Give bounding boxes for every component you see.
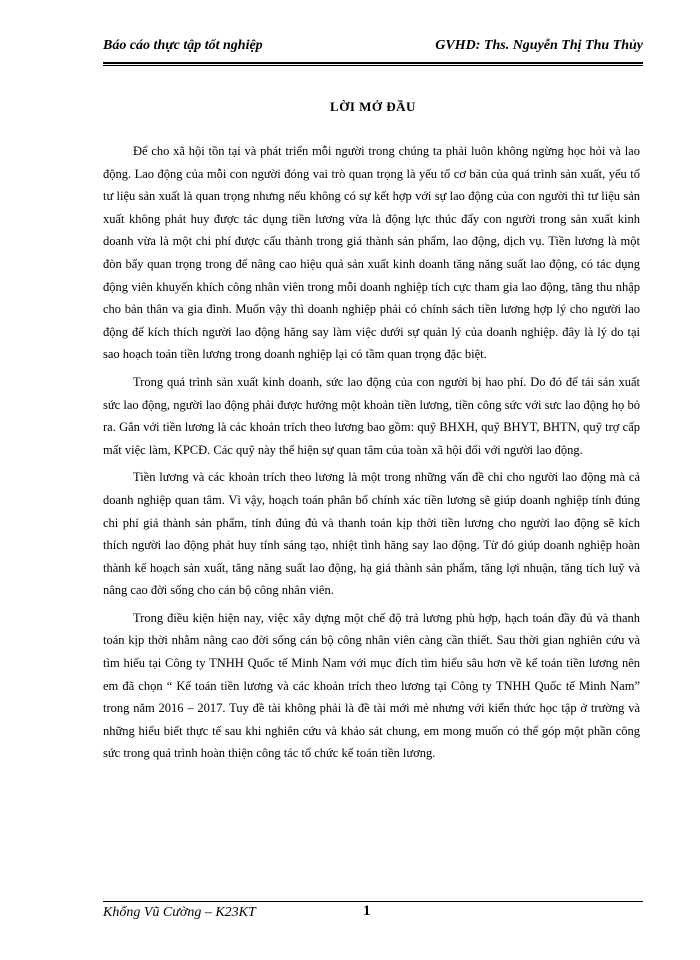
page-number: 1 [363,903,371,919]
paragraph: Trong điều kiện hiện nay, việc xây dựng một chế độ trả lương phù hợp, hạch toán đầy đủ và thanh toán kịp thời nhằm nâng cao đời sống cán bộ công nhân viên càng cần thiết. Sau thời gian nghiên cứu và tìm hiểu tại Công ty TNHH Quốc tế Minh Nam với mục đích tìm hiểu sâu hơn về kế toán tiền lương nên em đã chọn “ Kế toán tiền lương và các khoản trích theo lương tại Công ty TNHH Quốc tế Minh Nam” trong năm 2016 – 2017. Tuy đề tài không phải là đề tài mới mẻ nhưng với kiến thức học tập ở trường và những hiểu biết thực tế sau khi nghiên cứu và khảo sát chung, em mong muốn có thể góp một phần công sức trong quá trình hoàn thiện công tác tổ chức kế toán tiền lương. [103,610,640,761]
page-header [103,38,643,60]
header-divider [103,62,643,64]
header-report-title: Báo cáo thực tập tốt nghiệp [103,38,263,53]
page-footer [103,903,643,925]
footer-author: Khổng Vũ Cường – K23KT [103,905,256,920]
section-title: LỜI MỞ ĐẦU [330,99,416,114]
paragraph: Để cho xã hội tồn tại và phát triển mỗi người trong chúng ta phải luôn không ngừng học hỏi và lao động. Lao động của mỗi con người đóng vai trò quan trọng là yếu tố cơ bản của quá trình sản xuất, yếu tố tư liệu sản xuất là quan trọng nhưng nếu không có sự kết hợp với sự lao động của con người thì tư liệu sản xuất không phát huy được tác dụng tiền lương vừa là động lực thúc đẩy con người trong sản xuất kinh doanh vừa là một chi phí được cấu thành trong giá thành sản phẩm, lao động, dịch vụ. Tiền lương là một đòn bẩy quan trọng trong để nâng cao hiệu quả sản xuất kinh doanh tăng năng suất lao động, có tác dụng động viên khuyến khích công nhân viên trong mỗi doanh nghiệp tích cực tham gia lao động, tăng thu nhập cho bản thân va gia đình. Muốn vậy thì doanh nghiệp phải có chính sách tiền lương hợp lý cho người lao động để kích thích người lao động hăng say làm việc dưới sự quản lý của doanh nghiệp. đây là lý do tại sao hoạch toán tiền lương trong doanh nghiệp lại có tầm quan trọng đặc biệt. [103,144,640,362]
paragraph: Trong quá trình sản xuất kinh doanh, sức lao động của con người bị hao phí. Do đó để tái sản xuất sức lao động, người lao động phải được hưởng một khoản tiền lương, tiền công sức với sưc lao động họ bỏ ra. Gắn với tiền lương là các khoản trích theo lương bao gồm: quỹ BHXH, quỹ BHYT, BHTN, quỹ trợ cấp mất việc làm, KPCĐ. Các quỹ này thể hiện sự quan tâm của toàn xã hội đối với người lao động. [103,374,640,457]
footer-divider [103,901,643,902]
body-text [103,140,640,770]
header-divider-thin [103,65,643,66]
paragraph: Tiền lương và các khoản trích theo lương là một trong những vấn đề chỉ cho người lao động mà cả doanh nghiệp quan tâm. Vì vậy, hoạch toán phân bố chính xác tiền lương sẽ giúp doanh nghiệp tính đúng chi phí giá thành sản phẩm, tính đúng đủ và thanh toán kịp thời tiền lương cho người lao động sẽ kích thích người lao động phát huy tính sáng tạo, nhiệt tình hăng say lao động. Từ đó giúp doanh nghiệp hoàn thành kế hoạch sản xuất, tăng năng suất lao động, hạ giá thành sản phẩm, tăng lợi nhuận, tăng tích luỹ và nâng cao đời sống cho cán bộ công nhân viên. [103,470,640,598]
header-supervisor: GVHD: Ths. Nguyễn Thị Thu Thủy [435,38,643,53]
